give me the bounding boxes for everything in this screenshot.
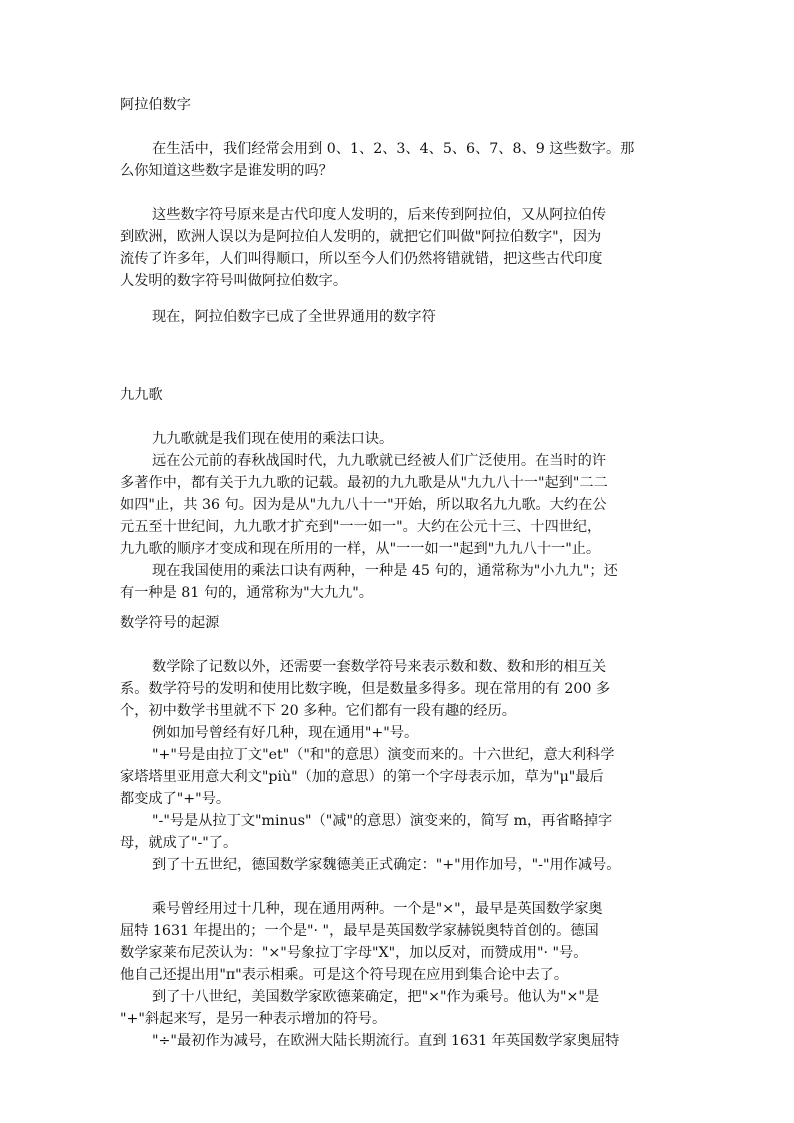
section-heading-nine-nine-song: 九九歌 xyxy=(120,387,163,403)
paragraph-line: 屈特 1631 年提出的；一个是"· "，最早是英国数学家赫锐奥特首创的。德国 xyxy=(120,923,599,939)
paragraph-line: 九九歌就是我们现在使用的乘法口诀。 xyxy=(152,431,394,447)
paragraph-line: 个，初中数学书里就不下 20 多种。它们都有一段有趣的经历。 xyxy=(120,703,516,719)
paragraph-line: 母，就成了"-"了。 xyxy=(120,835,238,851)
paragraph-line: 到了十八世纪，美国数学家欧德莱确定，把"×"作为乘号。他认为"×"是 xyxy=(152,989,600,1005)
paragraph-line: 有一种是 81 句的，通常称为"大九九"。 xyxy=(120,585,373,601)
paragraph-line: 人发明的数字符号叫做阿拉伯数字。 xyxy=(120,273,348,289)
paragraph-line: 在生活中，我们经常会用到 0、1、2、3、4、5、6、7、8、9 这些数字。那 xyxy=(152,141,635,157)
section-heading-arabic-numerals: 阿拉伯数字 xyxy=(120,97,191,113)
paragraph-line: 远在公元前的春秋战国时代，九九歌就已经被人们广泛使用。在当时的许 xyxy=(152,453,607,469)
paragraph-line: 到欧洲，欧洲人误以为是阿拉伯人发明的，就把它们叫做"阿拉伯数字"，因为 xyxy=(120,229,602,245)
paragraph-line: "+"号是由拉丁文"et"（"和"的意思）演变而来的。十六世纪，意大利科学 xyxy=(152,747,615,763)
paragraph-line: 么你知道这些数字是谁发明的吗？ xyxy=(120,163,333,179)
paragraph-line: "-"号是从拉丁文"minus"（"减"的意思）演变来的，简写 m，再省略掉字 xyxy=(152,813,613,829)
section-heading-math-symbols: 数学符号的起源 xyxy=(120,615,220,631)
paragraph-line: 家塔塔里亚用意大利文"più"（加的意思）的第一个字母表示加，草为"μ"最后 xyxy=(120,769,604,785)
paragraph-line: 现在我国使用的乘法口诀有两种，一种是 45 句的，通常称为"小九九"；还 xyxy=(152,563,618,579)
paragraph-line: 数学除了记数以外，还需要一套数学符号来表示数和数、数和形的相互关 xyxy=(152,659,607,675)
paragraph-line: 流传了许多年，人们叫得顺口，所以至今人们仍然将错就错，把这些古代印度 xyxy=(120,251,603,267)
paragraph-line: 元五至十世纪间，九九歌才扩充到"一一如一"。大约在公元十三、十四世纪， xyxy=(120,519,602,535)
paragraph-line: 都变成了"+"号。 xyxy=(120,791,231,807)
paragraph-line: 例如加号曾经有好几种，现在通用"+"号。 xyxy=(152,725,419,741)
paragraph-line: "÷"最初作为减号，在欧洲大陆长期流行。直到 1631 年英国数学家奥屈特 xyxy=(152,1033,620,1049)
paragraph-line: 九九歌的顺序才变成和现在所用的一样，从"一一如一"起到"九九八十一"止。 xyxy=(120,541,601,557)
paragraph-line: 多著作中，都有关于九九歌的记载。最初的九九歌是从"九九八十一"起到"二二 xyxy=(120,475,608,491)
paragraph-line: 乘号曾经用过十几种，现在通用两种。一个是"×"，最早是英国数学家奥 xyxy=(152,901,603,917)
paragraph-line: "+"斜起来写，是另一种表示增加的符号。 xyxy=(120,1011,387,1027)
paragraph-line: 如四"止，共 36 句。因为是从"九九八十一"开始，所以取名九九歌。大约在公 xyxy=(120,497,607,513)
paragraph-line: 到了十五世纪，德国数学家魏德美正式确定："+"用作加号，"-"用作减号。 xyxy=(152,857,621,873)
paragraph-line: 这些数字符号原来是古代印度人发明的，后来传到阿拉伯，又从阿拉伯传 xyxy=(152,207,607,223)
paragraph-line: 数学家莱布尼茨认为："×"号象拉丁字母"X"，加以反对，而赞成用"· "号。 xyxy=(120,945,588,961)
paragraph-line: 他自己还提出用"π"表示相乘。可是这个符号现在应用到集合论中去了。 xyxy=(120,967,569,983)
paragraph-line: 系。数学符号的发明和使用比数字晚，但是数量多得多。现在常用的有 200 多 xyxy=(120,681,611,697)
paragraph-line: 现在，阿拉伯数字已成了全世界通用的数字符 xyxy=(152,309,436,325)
